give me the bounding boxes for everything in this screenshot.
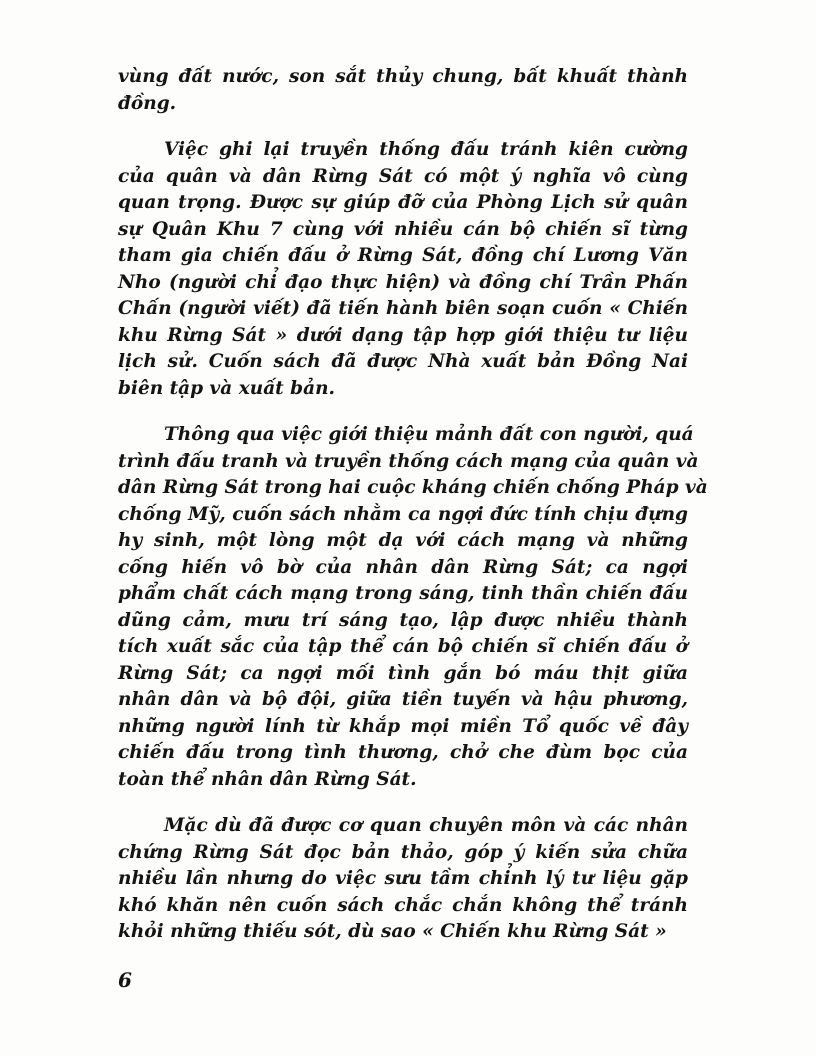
- text-line: Việc ghi lại truyền thống đấu tránh kiên cường: [164, 139, 688, 160]
- page-number: 6: [118, 968, 132, 992]
- paragraph: [118, 813, 688, 946]
- text-line: tham gia chiến đấu ở Rừng Sát, đồng chí Lương Văn: [118, 245, 688, 266]
- text-line: nhân dân và bộ đội, giữa tiền tuyến và hậu phương,: [118, 689, 688, 710]
- text-line: trình đấu tranh và truyền thống cách mạng của quân và: [118, 450, 699, 472]
- text-line: Thông qua việc giới thiệu mảnh đất con người, quá: [164, 424, 694, 445]
- text-line: chiến đấu trong tình thương, chở che đùm bọc của: [118, 742, 688, 763]
- text-line: toàn thể nhân dân Rừng Sát.: [118, 768, 417, 790]
- text-line: nhiều lần nhưng do việc sưu tầm chỉnh lý tư liệu gặp: [118, 868, 688, 889]
- paragraph-gap: [118, 793, 688, 813]
- text-line: lịch sử. Cuốn sách đã được Nhà xuất bản Đồng Nai: [118, 351, 688, 372]
- text-line: tích xuất sắc của tập thể cán bộ chiến sĩ chiến đấu ở: [118, 636, 688, 657]
- text-line: hy sinh, một lòng một dạ với cách mạng và những: [118, 530, 688, 551]
- paragraph-gap: [118, 117, 688, 137]
- text-line: khu Rừng Sát » dưới dạng tập hợp giới thiệu tư liệu: [118, 324, 688, 346]
- text-line: Nho (người chỉ đạo thực hiện) và đồng chí Trần Phấn: [118, 271, 688, 293]
- text-line: Rừng Sát; ca ngợi mối tình gắn bó máu thịt giữa: [118, 662, 688, 684]
- text-line: chống Mỹ, cuốn sách nhằm ca ngợi đức tính chịu đựng: [118, 503, 688, 525]
- text-line: khỏi những thiếu sót, dù sao « Chiến khu Rừng Sát »: [118, 921, 667, 942]
- text-line: những người lính từ khắp mọi miền Tổ quốc về đây: [118, 715, 688, 737]
- text-line: sự Quân Khu 7 cùng với nhiều cán bộ chiến sĩ từng: [118, 218, 688, 240]
- text-line: đồng.: [118, 92, 177, 114]
- text-line: quan trọng. Được sự giúp đỡ của Phòng Lịch sử quân: [118, 192, 688, 213]
- text-line: dân Rừng Sát trong hai cuộc kháng chiến chống Pháp và: [118, 477, 708, 498]
- text-line: biên tập và xuất bản.: [118, 377, 335, 399]
- text-line: khó khăn nên cuốn sách chắc chắn không thể tránh: [118, 894, 688, 916]
- text-line: chứng Rừng Sát đọc bản thảo, góp ý kiến sửa chữa: [118, 841, 688, 863]
- body-text: [118, 64, 708, 946]
- paragraph-gap: [118, 402, 688, 422]
- text-line: Mặc dù đã được cơ quan chuyên môn và các nhân: [164, 815, 688, 836]
- paragraph: [118, 137, 688, 402]
- text-line: cống hiến vô bờ của nhân dân Rừng Sát; ca ngợi: [118, 556, 688, 578]
- text-line: phẩm chất cách mạng trong sáng, tinh thần chiến đấu: [118, 583, 688, 604]
- text-line: vùng đất nước, son sắt thủy chung, bất khuất thành: [118, 66, 688, 87]
- text-line: dũng cảm, mưu trí sáng tạo, lập được nhiều thành: [118, 609, 688, 631]
- paragraph: [118, 64, 688, 117]
- text-line: của quân và dân Rừng Sát có một ý nghĩa vô cùng: [118, 165, 688, 187]
- text-line: Chấn (người viết) đã tiến hành biên soạn cuốn « Chiến: [118, 298, 688, 319]
- paragraph: [118, 422, 708, 793]
